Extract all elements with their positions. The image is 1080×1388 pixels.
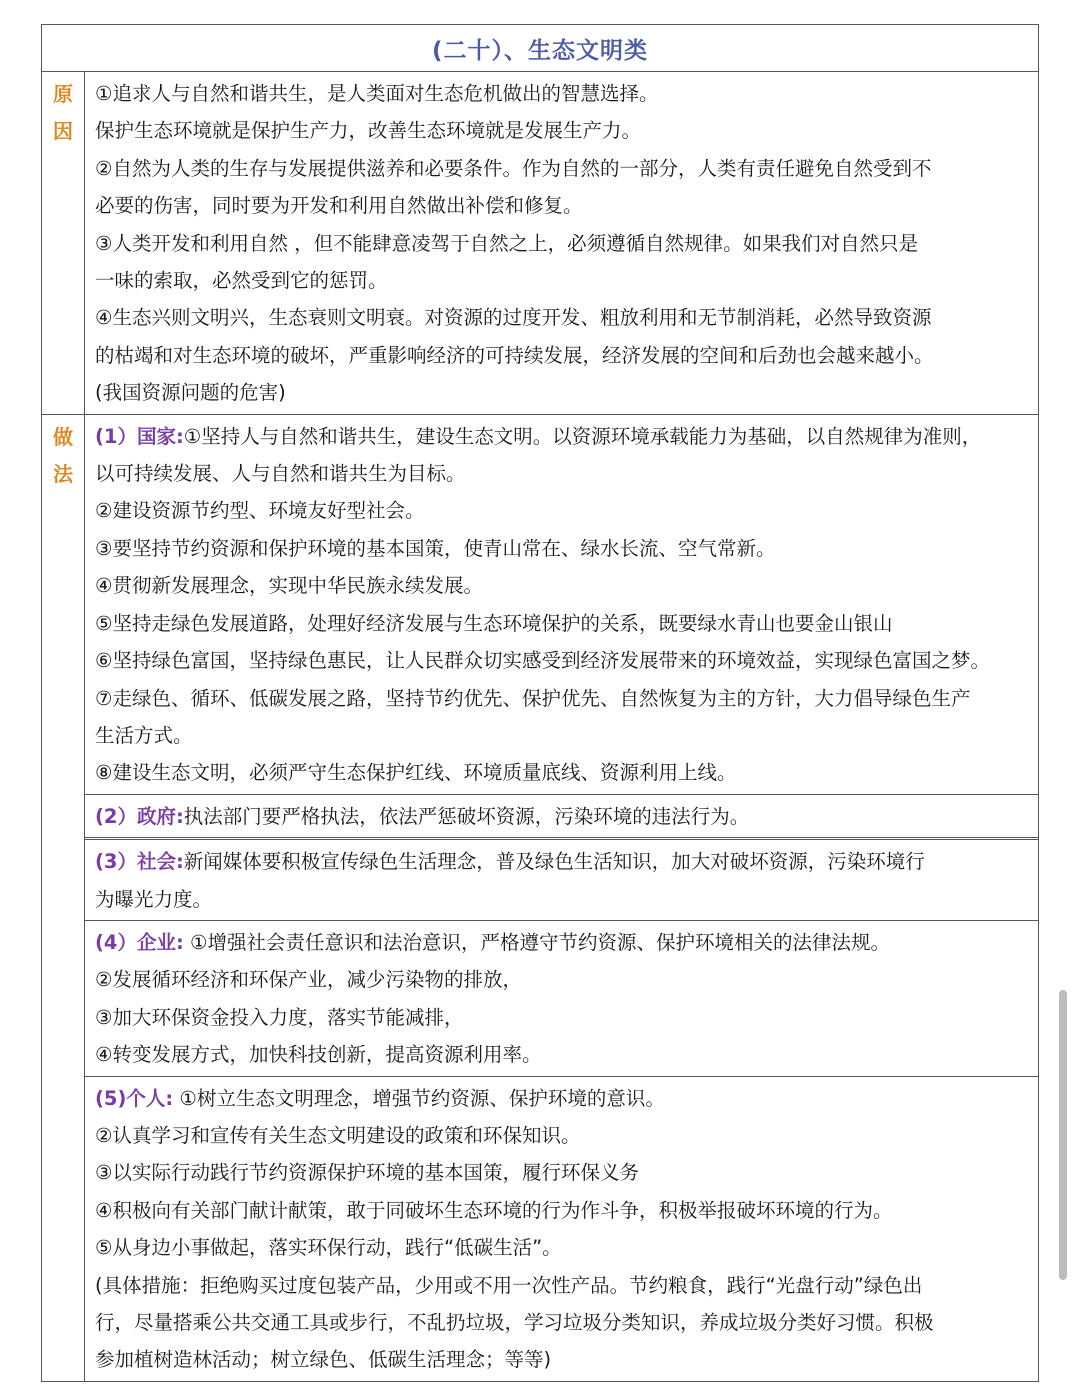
text-line: ③加大环保资金投入力度，落实节能减排， — [95, 1005, 464, 1029]
government-first-line: (2）政府:执法部门要严格执法，依法严惩破坏资源，污染环境的违法行为。 — [95, 804, 750, 828]
text-line: ④积极向有关部门献计献策，敢于同破坏生态环境的行为作斗争，积极举报破坏环境的行为。 — [95, 1198, 893, 1222]
state-block — [85, 415, 1038, 795]
government-block — [85, 795, 1038, 840]
methods-label: 做 法 — [42, 415, 85, 1381]
text-line: ⑧建设生态文明，必须严守生态保护红线、环境质量底线、资源利用上线。 — [95, 761, 737, 785]
individual-heading: (5)个人: — [95, 1086, 174, 1110]
text-line: ⑥坚持绿色富国，坚持绿色惠民，让人民群众切实感受到经济发展带来的环境效益，实现绿色富国之梦。 — [95, 649, 990, 673]
enterprise-block — [85, 921, 1038, 1077]
reasons-row — [42, 72, 1038, 415]
individual-first-line: (5)个人: ①树立生态文明理念，增强节约资源、保护环境的意识。 — [95, 1086, 665, 1110]
text-line: ⑤从身边小事做起，落实环保行动，践行“低碳生活”。 — [95, 1236, 562, 1260]
text-line: ⑤坚持走绿色发展道路，处理好经济发展与生态环境保护的关系，既要绿水青山也要金山银山 — [95, 611, 893, 635]
reasons-block — [85, 72, 1038, 414]
text-line: ②认真学习和宣传有关生态文明建设的政策和环保知识。 — [95, 1123, 581, 1147]
text-line: ④生态兴则文明兴，生态衰则文明衰。对资源的过度开发、粗放利用和无节制消耗，必然导致资源 — [95, 306, 932, 330]
text-line: 参加植树造林活动；树立绿色、低碳生活理念；等等) — [95, 1348, 552, 1372]
text-line: ④贯彻新发展理念，实现中华民族永续发展。 — [95, 574, 483, 598]
text-line: (我国资源问题的危害) — [95, 381, 286, 405]
text-line: ④转变发展方式，加快科技创新，提高资源利用率。 — [95, 1043, 542, 1067]
text-line: 生活方式。 — [95, 723, 193, 747]
text-line: 为曝光力度。 — [95, 887, 213, 911]
text-line: 行，尽量搭乘公共交通工具或步行，不乱扔垃圾，学习垃圾分类知识，养成垃圾分类好习惯。积极 — [95, 1311, 934, 1334]
methods-content — [85, 415, 1038, 1381]
text-line: ②自然为人类的生存与发展提供滋养和必要条件。作为自然的一部分，人类有责任避免自然受到不 — [95, 156, 932, 180]
individual-block — [85, 1077, 1038, 1381]
scrollbar-thumb[interactable] — [1059, 990, 1067, 1280]
text-line: ⑦走绿色、循环、低碳发展之路，坚持节约优先、保护优先、自然恢复为主的方针，大力倡导绿色生产 — [95, 686, 971, 710]
text-line: 一味的索取，必然受到它的惩罚。 — [95, 269, 388, 293]
text-line: ③人类开发和利用自然 ，但不能肆意凌驾于自然之上，必须遵循自然规律。如果我们对自然只是 — [95, 231, 919, 255]
text-line: 必要的伤害，同时要为开发和利用自然做出补偿和修复。 — [95, 194, 583, 218]
text-line: ②建设资源节约型、环境友好型社会。 — [95, 499, 425, 523]
government-heading: (2）政府: — [95, 804, 184, 828]
text-line: (具体措施：拒绝购买过度包装产品，少用或不用一次性产品。节约粮食，践行“光盘行动”绿色出 — [95, 1273, 923, 1297]
society-heading: (3）社会: — [95, 850, 184, 874]
enterprise-heading: (4）企业: — [95, 930, 184, 954]
table-title: (二十）、生态文明类 — [42, 25, 1038, 72]
text-line: ③以实际行动践行节约资源保护环境的基本国策，履行环保义务 — [95, 1161, 639, 1185]
society-first-line: (3）社会:新闻媒体要积极宣传绿色生活理念，普及绿色生活知识，加大对破坏资源，污染环境行 — [95, 850, 925, 874]
text-line: 保护生态环境就是保护生产力，改善生态环境就是发展生产力。 — [95, 119, 642, 143]
text-line: 以可持续发展、人与自然和谐共生为目标。 — [95, 462, 466, 486]
summary-table — [41, 24, 1039, 1382]
methods-row — [42, 415, 1038, 1381]
reasons-label: 原 因 — [42, 72, 85, 414]
text-line: 的枯竭和对生态环境的破坏，严重影响经济的可持续发展，经济发展的空间和后劲也会越来越小。 — [95, 343, 934, 367]
reasons-content — [85, 72, 1038, 414]
enterprise-first-line: (4）企业: ①增强社会责任意识和法治意识，严格遵守节约资源、保护环境相关的法律法规。 — [95, 930, 890, 954]
text-line: ②发展循环经济和环保产业，减少污染物的排放， — [95, 968, 522, 992]
state-heading: (1）国家: — [95, 424, 184, 448]
text-line: ③要坚持节约资源和保护环境的基本国策，使青山常在、绿水长流、空气常新。 — [95, 536, 776, 560]
society-block — [85, 840, 1038, 921]
text-line: ①追求人与自然和谐共生，是人类面对生态危机做出的智慧选择。 — [95, 82, 659, 105]
state-first-line: (1）国家:①坚持人与自然和谐共生，建设生态文明。以资源环境承载能力为基础，以自然规律为准则， — [95, 424, 982, 448]
